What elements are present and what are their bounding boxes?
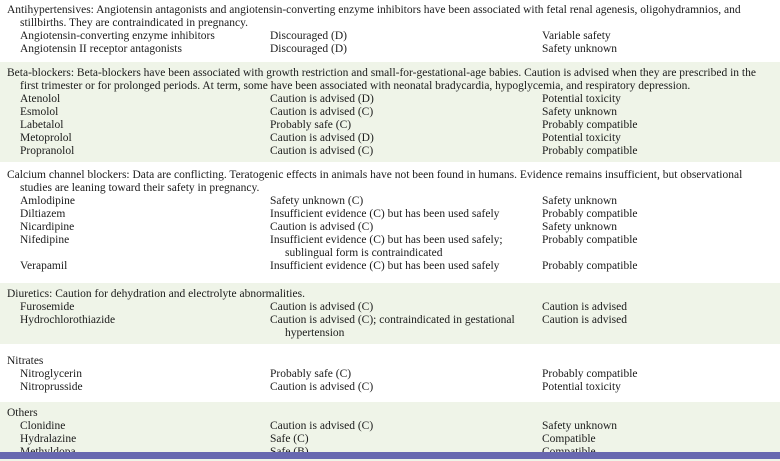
table-row: [7, 195, 774, 208]
lactation-recommendation: Variable safety: [542, 30, 611, 42]
pregnancy-recommendation: Caution is advised (C); contraindicated in gestational hypertension: [270, 314, 515, 339]
drug-name: Atenolol: [20, 93, 61, 105]
section-header: Beta-blockers: Beta-blockers have been associated with growth restriction and small-for-gestational-age babies. Caution is advised when they are prescribed in the first trimester or for prolonged periods. At term, some have been associated with neonatal bradycardia, hypoglycemia, and respiratory depression.: [7, 67, 756, 92]
pregnancy-recommendation: Caution is advised (C): [270, 381, 374, 393]
pregnancy-recommendation: Caution is advised (D): [270, 132, 374, 144]
table-row: [7, 132, 774, 145]
drug-class-section: [0, 0, 780, 58]
drug-class-section: [0, 352, 780, 396]
pregnancy-recommendation: Probably safe (C): [270, 119, 352, 131]
lactation-recommendation: Caution is advised: [542, 314, 627, 326]
drug-name: Furosemide: [20, 301, 75, 313]
drug-name: Amlodipine: [20, 195, 75, 207]
drug-name: Hydralazine: [20, 433, 77, 445]
table-row: [7, 30, 774, 43]
lactation-recommendation: Safety unknown: [542, 420, 618, 432]
drug-class-section: [0, 166, 780, 275]
drug-name: Labetalol: [20, 119, 64, 131]
pregnancy-recommendation: Discouraged (D): [270, 30, 347, 42]
section-header: Others: [7, 407, 38, 419]
section-rows: [7, 30, 774, 56]
pregnancy-recommendation: Caution is advised (C): [270, 301, 374, 313]
lactation-recommendation: Probably compatible: [542, 145, 638, 157]
section-header: Calcium channel blockers: Data are conflicting. Teratogenic effects in animals have not been found in humans. Evidence remains insufficient, but observational studies are leaning toward their safety in pregnancy.: [7, 169, 743, 194]
drug-name: Angiotensin-converting enzyme inhibitors: [20, 30, 215, 42]
drug-name: Clonidine: [20, 420, 66, 432]
lactation-recommendation: Potential toxicity: [542, 132, 621, 144]
footer-accent-bar: [0, 452, 780, 459]
pregnancy-recommendation: Caution is advised (C): [270, 106, 374, 118]
lactation-recommendation: Safety unknown: [542, 106, 618, 118]
lactation-recommendation: Safety unknown: [542, 195, 618, 207]
pregnancy-recommendation: Caution is advised (C): [270, 221, 374, 233]
table-row: [7, 119, 774, 132]
section-header: Nitrates: [7, 355, 44, 367]
lactation-recommendation: Probably compatible: [542, 208, 638, 220]
table-row: [7, 145, 774, 158]
lactation-recommendation: Probably compatible: [542, 234, 638, 246]
table-row: [7, 314, 774, 340]
table-row: [7, 260, 774, 273]
drug-name: Esmolol: [20, 106, 59, 118]
lactation-recommendation: Caution is advised: [542, 301, 627, 313]
pregnancy-recommendation: Safety unknown (C): [270, 195, 364, 207]
lactation-recommendation: Safety unknown: [542, 221, 618, 233]
lactation-recommendation: Potential toxicity: [542, 381, 621, 393]
pregnancy-recommendation: Caution is advised (C): [270, 145, 374, 157]
section-rows: [7, 368, 774, 394]
pregnancy-recommendation: Discouraged (D): [270, 43, 347, 55]
drug-name: Nitroglycerin: [20, 368, 82, 380]
drug-name: Hydrochlorothiazide: [20, 314, 116, 326]
lactation-recommendation: Compatible: [542, 433, 596, 445]
pregnancy-recommendation: Caution is advised (D): [270, 93, 374, 105]
lactation-recommendation: Potential toxicity: [542, 93, 621, 105]
section-rows: [7, 195, 774, 273]
section-header: Antihypertensives: Angiotensin antagonists and angiotensin-converting enzyme inhibitors have been associated with fetal renal agenesis, oligohydramnios, and stillbirths. They are contraindicated in pregnancy.: [7, 4, 741, 29]
drug-name: Angiotensin II receptor antagonists: [20, 43, 182, 55]
section-header: Diuretics: Caution for dehydration and electrolyte abnormalities.: [7, 288, 305, 300]
table-row: [7, 93, 774, 106]
table-row: [7, 381, 774, 394]
lactation-recommendation: Probably compatible: [542, 119, 638, 131]
pregnancy-recommendation: Insufficient evidence (C) but has been used safely: [270, 260, 500, 272]
lactation-recommendation: Probably compatible: [542, 260, 638, 272]
drug-name: Nifedipine: [20, 234, 70, 246]
table-row: [7, 420, 774, 433]
drug-name: Nitroprusside: [20, 381, 83, 393]
drug-name: Nicardipine: [20, 221, 75, 233]
pregnancy-recommendation: Safe (C): [270, 433, 309, 445]
drug-name: Propranolol: [20, 145, 75, 157]
table-row: [7, 368, 774, 381]
drug-name: Diltiazem: [20, 208, 66, 220]
pregnancy-recommendation: Probably safe (C): [270, 368, 352, 380]
lactation-recommendation: Probably compatible: [542, 368, 638, 380]
drug-name: Metoprolol: [20, 132, 72, 144]
table-row: [7, 43, 774, 56]
lactation-recommendation: Safety unknown: [542, 43, 618, 55]
section-rows: [7, 93, 774, 158]
pregnancy-recommendation: Caution is advised (C): [270, 420, 374, 432]
drug-name: Verapamil: [20, 260, 68, 272]
drug-class-section: [0, 283, 780, 344]
pregnancy-recommendation: Insufficient evidence (C) but has been used safely: [270, 208, 500, 220]
section-rows: [7, 301, 774, 340]
table-row: [7, 234, 774, 260]
table-row: [7, 433, 774, 446]
table-row: [7, 106, 774, 119]
drug-class-section: [0, 62, 780, 162]
table-row: [7, 301, 774, 314]
table-row: [7, 208, 774, 221]
table-row: [7, 221, 774, 234]
pregnancy-recommendation: Insufficient evidence (C) but has been used safely; sublingual form is contraindicated: [270, 234, 503, 259]
